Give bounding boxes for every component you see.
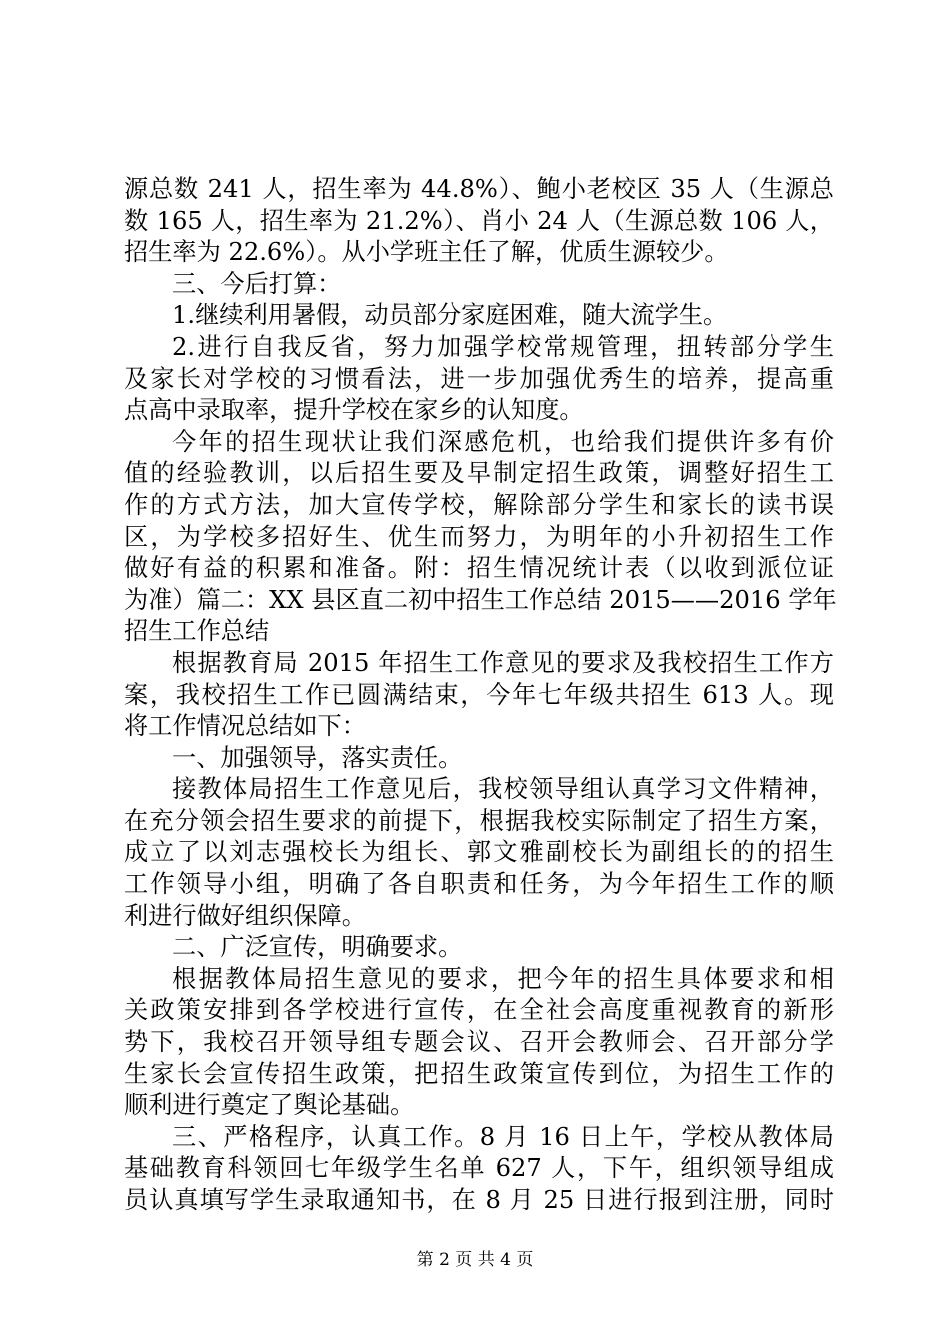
text-line: 为准）篇二：XX 县区直二初中招生工作总结 2015——2016 学年 <box>124 585 837 614</box>
list-item: 1.继续利用暑假，动员部分家庭困难，随大流学生。 <box>172 301 728 330</box>
text-line: 生家长会宣传招生政策，把招生政策宣传到位，为招生工作的 <box>124 1059 834 1088</box>
text-line: 作的方式方法，加大宣传学校，解除部分学生和家长的读书误 <box>124 490 834 519</box>
text-line: 关政策安排到各学校进行宣传，在全社会高度重视教育的新形 <box>124 996 834 1025</box>
text-line: 区，为学校多招好生、优生而努力，为明年的小升初招生工作 <box>124 522 834 551</box>
section-heading: 一、加强领导，落实责任。 <box>172 743 463 772</box>
text-line: 及家长对学校的习惯看法，进一步加强优秀生的培养，提高重 <box>124 364 834 393</box>
section-heading: 三、严格程序，认真工作。8 月 16 日上午，学校从教体局 <box>172 1122 834 1151</box>
document-body <box>124 174 837 1217</box>
text-line: 员认真填写学生录取通知书，在 8 月 25 日进行报到注册，同时 <box>124 1186 834 1214</box>
text-line: 源总数 241 人，招生率为 44.8%）、鲍小老校区 35 人（生源总 <box>124 175 834 203</box>
text-line: 做好有益的积累和准备。附：招生情况统计表（以收到派位证 <box>124 554 834 583</box>
text-line: 数 165 人，招生率为 21.2%）、肖小 24 人（生源总数 106 人， <box>124 206 834 235</box>
section-heading: 二、广泛宣传，明确要求。 <box>172 933 463 962</box>
text-line: 招生工作总结 <box>124 617 270 646</box>
text-line: 根据教育局 2015 年招生工作意见的要求及我校招生工作方 <box>172 648 834 677</box>
section-heading: 三、今后打算： <box>172 269 342 298</box>
text-line: 今年的招生现状让我们深感危机，也给我们提供许多有价 <box>172 427 834 456</box>
text-line: 接教体局招生工作意见后，我校领导组认真学习文件精神， <box>172 775 834 804</box>
text-line: 将工作情况总结如下： <box>124 712 366 741</box>
page-number-footer: 第 2 页 共 4 页 <box>416 1250 534 1270</box>
text-line: 利进行做好组织保障。 <box>124 901 366 930</box>
text-line: 根据教体局招生意见的要求，把今年的招生具体要求和相 <box>172 964 834 993</box>
text-line: 值的经验教训，以后招生要及早制定招生政策，调整好招生工 <box>124 459 834 488</box>
text-line: 在充分领会招生要求的前提下，根据我校实际制定了招生方案， <box>124 806 834 835</box>
list-item: 2.进行自我反省，努力加强学校常规管理，扭转部分学生 <box>172 332 834 361</box>
text-line: 工作领导小组，明确了各自职责和任务，为今年招生工作的顺 <box>124 870 834 899</box>
text-line: 基础教育科领回七年级学生名单 627 人，下午，组织领导组成 <box>124 1154 834 1183</box>
text-line: 案，我校招生工作已圆满结束，今年七年级共招生 613 人。现 <box>124 680 834 709</box>
text-line: 势下，我校召开领导组专题会议、召开会教师会、召开部分学 <box>124 1028 834 1057</box>
text-line: 招生率为 22.6%）。从小学班主任了解，优质生源较少。 <box>124 238 729 267</box>
text-line: 点高中录取率，提升学校在家乡的认知度。 <box>124 396 584 425</box>
text-line: 成立了以刘志强校长为组长、郭文雅副校长为副组长的的招生 <box>124 838 834 867</box>
text-line: 顺利进行奠定了舆论基础。 <box>124 1091 415 1120</box>
